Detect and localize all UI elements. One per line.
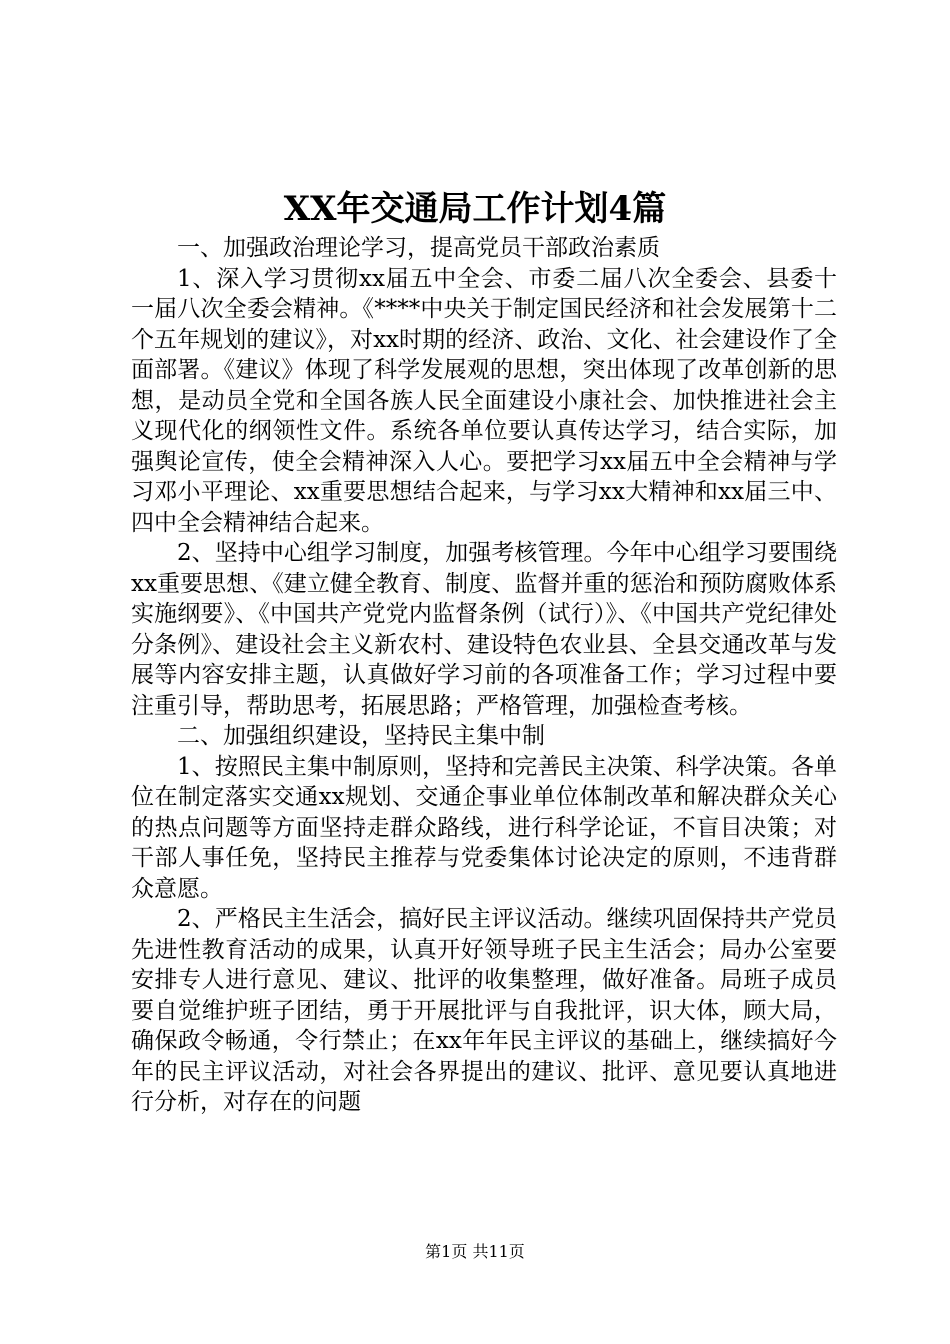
paragraph-1-1: 1、深入学习贯彻xx届五中全会、市委二届八次全委会、县委十一届八次全委会精神。《****中央关于制定国民经济和社会发展第十二个五年规划的建议》，对xx时期的经济、政治、文化、社会建设作了全面部署。《建议》体现了科学发展观的思想，突出体现了改革创新的思想，是动员全党和全国各族人民全面建设小康社会、加快推进社会主义现代化的纲领性文件。系统各单位要认真传达学习，结合实际，加强舆论宣传，使全会精神深入人心。要把学习xx届五中全会精神与学习邓小平理论、xx重要思想结合起来，与学习xx大精神和xx届三中、四中全会精神结合起来。 xyxy=(131,265,837,536)
section-heading-2: 二、加强组织建设，坚持民主集中制 xyxy=(177,723,545,749)
document-body xyxy=(131,233,837,1118)
paragraph-1-2: 2、坚持中心组学习制度，加强考核管理。今年中心组学习要围绕xx重要思想、《建立健全教育、制度、监督并重的惩治和预防腐败体系实施纲要》、《中国共产党党内监督条例（试行）》、《中国共产党纪律处分条例》、建设社会主义新农村、建设特色农业县、全县交通改革与发展等内容安排主题，认真做好学习前的各项准备工作；学习过程中要注重引导，帮助思考，拓展思路；严格管理，加强检查考核。 xyxy=(131,540,837,719)
paragraph-2-1: 1、按照民主集中制原则，坚持和完善民主决策、科学决策。各单位在制定落实交通xx规划、交通企事业单位体制改革和解决群众关心的热点问题等方面坚持走群众路线，进行科学论证，不盲目决策；对干部人事任免，坚持民主推荐与党委集体讨论决定的原则，不违背群众意愿。 xyxy=(131,753,837,902)
document-title: XX年交通局工作计划4篇 xyxy=(283,189,667,229)
page-footer: 第1页 共11页 xyxy=(425,1242,525,1261)
section-heading-1: 一、加强政治理论学习，提高党员干部政治素质 xyxy=(177,235,660,261)
paragraph-2-2: 2、严格民主生活会，搞好民主评议活动。继续巩固保持共产党员先进性教育活动的成果，认真开好领导班子民主生活会；局办公室要安排专人进行意见、建议、批评的收集整理，做好准备。局班子成员要自觉维护班子团结，勇于开展批评与自我批评，识大体，顾大局，确保政令畅通，令行禁止；在xx年年民主评议的基础上，继续搞好今年的民主评议活动，对社会各界提出的建议、批评、意见要认真地进行分析，对存在的问题 xyxy=(131,906,837,1115)
